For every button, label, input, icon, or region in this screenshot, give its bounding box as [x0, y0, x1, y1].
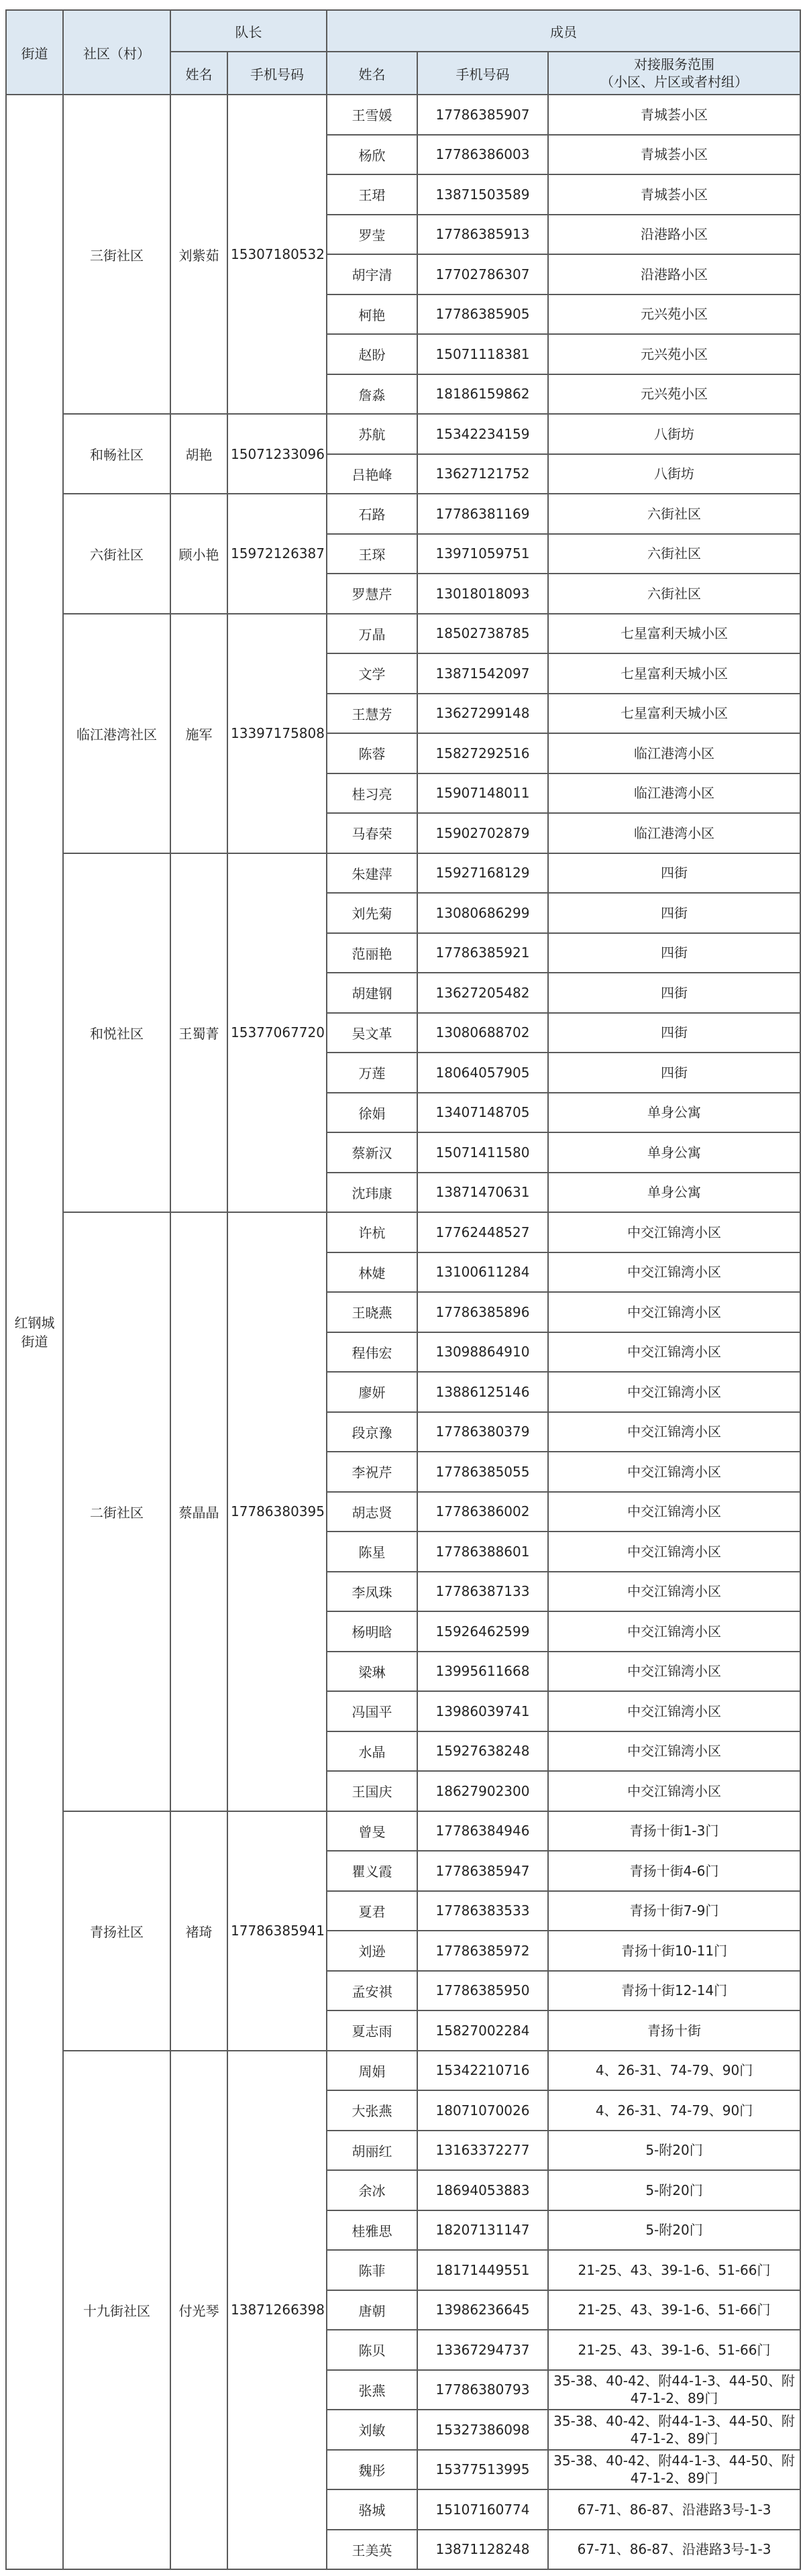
- table-row: [6, 414, 800, 454]
- member-name-cell: 曾旻: [327, 1811, 417, 1851]
- roster-body: [6, 95, 800, 2569]
- captain-phone-header: 手机号码: [227, 52, 327, 95]
- service-scope-cell: 八街坊: [548, 414, 800, 454]
- member-phone-cell: 17786385972: [417, 1931, 548, 1971]
- member-name-cell: 周娟: [327, 2051, 417, 2091]
- member-phone-cell: 18071070026: [417, 2090, 548, 2131]
- service-scope-cell: 六街社区: [548, 574, 800, 614]
- member-name-cell: 杨欣: [327, 135, 417, 175]
- member-phone-cell: 17786388601: [417, 1532, 548, 1572]
- member-name-cell: 夏志雨: [327, 2010, 417, 2051]
- member-name-cell: 魏彤: [327, 2450, 417, 2490]
- member-phone-cell: 17762448527: [417, 1212, 548, 1252]
- member-phone-cell: 17786386003: [417, 135, 548, 175]
- member-phone-cell: 18171449551: [417, 2250, 548, 2290]
- member-phone-cell: 13407148705: [417, 1093, 548, 1133]
- captain-phone-cell: 13871266398: [227, 2051, 327, 2570]
- member-name-cell: 胡丽红: [327, 2131, 417, 2171]
- member-name-cell: 瞿义霞: [327, 1851, 417, 1891]
- member-name-cell: 吕艳峰: [327, 454, 417, 494]
- service-scope-cell: 35-38、40-42、附44-1-3、44-50、附47-1-2、89门: [548, 2370, 800, 2410]
- service-scope-cell: 四街: [548, 893, 800, 933]
- member-phone-cell: 15071118381: [417, 334, 548, 374]
- member-phone-cell: 13080688702: [417, 1013, 548, 1053]
- member-phone-cell: 15927638248: [417, 1731, 548, 1772]
- member-phone-cell: 17786381169: [417, 494, 548, 534]
- member-name-cell: 罗莹: [327, 215, 417, 255]
- member-name-cell: 吴文革: [327, 1013, 417, 1053]
- member-phone-cell: 15927168129: [417, 853, 548, 894]
- member-name-cell: 詹淼: [327, 374, 417, 415]
- captain-group-header: 队长: [170, 10, 327, 52]
- member-phone-cell: 15342210716: [417, 2051, 548, 2091]
- member-phone-cell: 13871503589: [417, 174, 548, 215]
- service-scope-cell: 沿港路小区: [548, 215, 800, 255]
- table-row: [6, 95, 800, 135]
- service-scope-cell: 临江港湾小区: [548, 813, 800, 853]
- member-name-cell: 王国庆: [327, 1771, 417, 1811]
- service-scope-cell: 七星富利天城小区: [548, 694, 800, 734]
- service-scope-cell: 单身公寓: [548, 1132, 800, 1173]
- members-group-header: 成员: [327, 10, 800, 52]
- member-name-cell: 梁琳: [327, 1652, 417, 1692]
- member-phone-cell: 13986039741: [417, 1691, 548, 1731]
- service-scope-cell: 中交江锦湾小区: [548, 1292, 800, 1332]
- service-scope-cell: 中交江锦湾小区: [548, 1652, 800, 1692]
- service-scope-cell: 67-71、86-87、沿港路3号-1-3: [548, 2489, 800, 2530]
- service-scope-cell: 七星富利天城小区: [548, 653, 800, 694]
- member-phone-header: 手机号码: [417, 52, 548, 95]
- service-scope-cell: 中交江锦湾小区: [548, 1372, 800, 1412]
- member-name-cell: 范丽艳: [327, 933, 417, 973]
- member-name-cell: 大张燕: [327, 2090, 417, 2131]
- member-phone-cell: 15071411580: [417, 1132, 548, 1173]
- service-scope-cell: 七星富利天城小区: [548, 614, 800, 654]
- service-scope-cell: 中交江锦湾小区: [548, 1532, 800, 1572]
- member-name-cell: 王慧芳: [327, 694, 417, 734]
- captain-phone-cell: 15377067720: [227, 853, 327, 1213]
- service-scope-cell: 元兴苑小区: [548, 334, 800, 374]
- service-scope-cell: 中交江锦湾小区: [548, 1332, 800, 1373]
- member-phone-cell: 17786385905: [417, 294, 548, 335]
- service-scope-cell: 四街: [548, 933, 800, 973]
- service-scope-cell: 青城荟小区: [548, 95, 800, 135]
- table-row: [6, 494, 800, 534]
- service-scope-cell: 临江港湾小区: [548, 733, 800, 773]
- member-phone-cell: 17786380793: [417, 2370, 548, 2410]
- service-scope-cell: 中交江锦湾小区: [548, 1492, 800, 1532]
- member-phone-cell: 17786387133: [417, 1572, 548, 1612]
- service-scope-cell: 中交江锦湾小区: [548, 1212, 800, 1252]
- member-name-cell: 王美英: [327, 2530, 417, 2570]
- captain-name-cell: 刘紫茹: [170, 95, 227, 414]
- member-name-cell: 万莲: [327, 1053, 417, 1093]
- member-phone-cell: 17786385055: [417, 1452, 548, 1492]
- member-name-cell: 李祝芹: [327, 1452, 417, 1492]
- street-cell: 红钢城 街道: [6, 95, 63, 2569]
- service-scope-cell: 中交江锦湾小区: [548, 1731, 800, 1772]
- member-phone-cell: 13871470631: [417, 1173, 548, 1213]
- community-name-cell: 六街社区: [63, 494, 170, 614]
- member-name-cell: 陈蓉: [327, 733, 417, 773]
- community-name-cell: 三街社区: [63, 95, 170, 414]
- member-name-cell: 柯艳: [327, 294, 417, 335]
- service-scope-cell: 四街: [548, 1053, 800, 1093]
- member-name-cell: 文学: [327, 653, 417, 694]
- member-phone-cell: 13627121752: [417, 454, 548, 494]
- member-name-cell: 万晶: [327, 614, 417, 654]
- captain-name-cell: 付光琴: [170, 2051, 227, 2570]
- service-scope-cell: 4、26-31、74-79、90门: [548, 2090, 800, 2131]
- member-name-cell: 孟安祺: [327, 1971, 417, 2011]
- member-name-cell: 王琛: [327, 534, 417, 574]
- service-scope-cell: 四街: [548, 1013, 800, 1053]
- table-row: [6, 1212, 800, 1252]
- table-row: [6, 1811, 800, 1851]
- service-scope-cell: 4、26-31、74-79、90门: [548, 2051, 800, 2091]
- member-phone-cell: 15377513995: [417, 2450, 548, 2490]
- member-phone-cell: 13018018093: [417, 574, 548, 614]
- member-phone-cell: 13627205482: [417, 973, 548, 1013]
- member-phone-cell: 17786385913: [417, 215, 548, 255]
- community-name-cell: 临江港湾社区: [63, 614, 170, 853]
- member-name-cell: 李凤珠: [327, 1572, 417, 1612]
- member-name-cell: 骆城: [327, 2489, 417, 2530]
- service-scope-cell: 临江港湾小区: [548, 773, 800, 814]
- member-phone-cell: 18502738785: [417, 614, 548, 654]
- captain-name-cell: 褚琦: [170, 1811, 227, 2051]
- member-phone-cell: 17786380379: [417, 1412, 548, 1452]
- member-name-cell: 王珺: [327, 174, 417, 215]
- service-scope-cell: 六街社区: [548, 534, 800, 574]
- member-phone-cell: 15827292516: [417, 733, 548, 773]
- member-name-cell: 段京豫: [327, 1412, 417, 1452]
- service-scope-cell: 中交江锦湾小区: [548, 1252, 800, 1293]
- service-scope-cell: 中交江锦湾小区: [548, 1611, 800, 1652]
- member-phone-cell: 18186159862: [417, 374, 548, 415]
- member-phone-cell: 13871128248: [417, 2530, 548, 2570]
- member-name-cell: 徐娟: [327, 1093, 417, 1133]
- service-scope-cell: 5-附20门: [548, 2210, 800, 2251]
- service-scope-cell: 5-附20门: [548, 2131, 800, 2171]
- member-phone-cell: 18694053883: [417, 2170, 548, 2210]
- member-phone-cell: 13367294737: [417, 2330, 548, 2370]
- service-scope-cell: 青扬十街: [548, 2010, 800, 2051]
- captain-name-cell: 顾小艳: [170, 494, 227, 614]
- member-name-cell: 陈贝: [327, 2330, 417, 2370]
- member-phone-cell: 18207131147: [417, 2210, 548, 2251]
- member-phone-cell: 17786385947: [417, 1851, 548, 1891]
- table-row: [6, 853, 800, 894]
- service-scope-cell: 中交江锦湾小区: [548, 1572, 800, 1612]
- captain-phone-cell: 13397175808: [227, 614, 327, 853]
- service-scope-cell: 元兴苑小区: [548, 374, 800, 415]
- captain-name-cell: 蔡晶晶: [170, 1212, 227, 1811]
- member-name-cell: 朱建萍: [327, 853, 417, 894]
- member-phone-cell: 18064057905: [417, 1053, 548, 1093]
- service-scope-cell: 青扬十街1-3门: [548, 1811, 800, 1851]
- captain-name-cell: 王蜀菁: [170, 853, 227, 1213]
- member-name-cell: 刘先菊: [327, 893, 417, 933]
- member-name-header: 姓名: [327, 52, 417, 95]
- member-phone-cell: 13886125146: [417, 1372, 548, 1412]
- captain-name-cell: 胡艳: [170, 414, 227, 494]
- member-phone-cell: 13100611284: [417, 1252, 548, 1293]
- member-phone-cell: 13871542097: [417, 653, 548, 694]
- table-header: [6, 10, 800, 95]
- member-name-cell: 苏航: [327, 414, 417, 454]
- member-name-cell: 夏君: [327, 1891, 417, 1931]
- member-name-cell: 陈菲: [327, 2250, 417, 2290]
- service-scope-cell: 青扬十街4-6门: [548, 1851, 800, 1891]
- member-phone-cell: 17786384946: [417, 1811, 548, 1851]
- member-name-cell: 马春荣: [327, 813, 417, 853]
- captain-phone-cell: 15972126387: [227, 494, 327, 614]
- member-name-cell: 张燕: [327, 2370, 417, 2410]
- captain-phone-cell: 17786380395: [227, 1212, 327, 1811]
- service-scope-header: 对接服务范围 （小区、片区或者村组）: [548, 52, 800, 95]
- member-phone-cell: 17786386002: [417, 1492, 548, 1532]
- member-name-cell: 胡宇清: [327, 254, 417, 294]
- member-phone-cell: 13986236645: [417, 2290, 548, 2330]
- service-scope-cell: 青扬十街12-14门: [548, 1971, 800, 2011]
- table-row: [6, 614, 800, 654]
- service-scope-cell: 沿港路小区: [548, 254, 800, 294]
- service-scope-cell: 元兴苑小区: [548, 294, 800, 335]
- member-name-cell: 王晓燕: [327, 1292, 417, 1332]
- member-name-cell: 廖妍: [327, 1372, 417, 1412]
- community-name-cell: 二街社区: [63, 1212, 170, 1811]
- member-name-cell: 胡志贤: [327, 1492, 417, 1532]
- roster-table: [5, 9, 801, 2570]
- service-scope-cell: 中交江锦湾小区: [548, 1691, 800, 1731]
- service-scope-cell: 六街社区: [548, 494, 800, 534]
- captain-name-header: 姓名: [170, 52, 227, 95]
- member-phone-cell: 15327386098: [417, 2410, 548, 2450]
- member-name-cell: 桂习亮: [327, 773, 417, 814]
- member-name-cell: 桂雅思: [327, 2210, 417, 2251]
- member-phone-cell: 13627299148: [417, 694, 548, 734]
- service-scope-cell: 单身公寓: [548, 1093, 800, 1133]
- service-scope-cell: 21-25、43、39-1-6、51-66门: [548, 2330, 800, 2370]
- member-name-cell: 冯国平: [327, 1691, 417, 1731]
- table-row: [6, 2051, 800, 2091]
- member-name-cell: 林婕: [327, 1252, 417, 1293]
- member-phone-cell: 13995611668: [417, 1652, 548, 1692]
- member-name-cell: 刘敏: [327, 2410, 417, 2450]
- member-name-cell: 程伟宏: [327, 1332, 417, 1373]
- member-phone-cell: 13971059751: [417, 534, 548, 574]
- captain-phone-cell: 15071233096: [227, 414, 327, 494]
- member-name-cell: 赵盼: [327, 334, 417, 374]
- member-name-cell: 刘逊: [327, 1931, 417, 1971]
- member-name-cell: 沈玮康: [327, 1173, 417, 1213]
- community-name-cell: 和悦社区: [63, 853, 170, 1213]
- member-name-cell: 胡建钢: [327, 973, 417, 1013]
- member-phone-cell: 15902702879: [417, 813, 548, 853]
- service-scope-cell: 青城荟小区: [548, 135, 800, 175]
- member-name-cell: 蔡新汉: [327, 1132, 417, 1173]
- community-name-cell: 十九街社区: [63, 2051, 170, 2570]
- member-name-cell: 杨明晗: [327, 1611, 417, 1652]
- member-phone-cell: 13163372277: [417, 2131, 548, 2171]
- member-name-cell: 许杭: [327, 1212, 417, 1252]
- service-scope-cell: 青扬十街7-9门: [548, 1891, 800, 1931]
- captain-phone-cell: 15307180532: [227, 95, 327, 414]
- service-scope-cell: 中交江锦湾小区: [548, 1452, 800, 1492]
- member-name-cell: 唐朝: [327, 2290, 417, 2330]
- service-scope-cell: 35-38、40-42、附44-1-3、44-50、附47-1-2、89门: [548, 2410, 800, 2450]
- member-name-cell: 水晶: [327, 1731, 417, 1772]
- member-name-cell: 王雪媛: [327, 95, 417, 135]
- member-phone-cell: 15926462599: [417, 1611, 548, 1652]
- member-phone-cell: 18627902300: [417, 1771, 548, 1811]
- service-scope-cell: 中交江锦湾小区: [548, 1412, 800, 1452]
- service-scope-cell: 四街: [548, 973, 800, 1013]
- member-phone-cell: 15827002284: [417, 2010, 548, 2051]
- service-scope-cell: 青扬十街10-11门: [548, 1931, 800, 1971]
- service-scope-cell: 单身公寓: [548, 1173, 800, 1213]
- member-phone-cell: 15107160774: [417, 2489, 548, 2530]
- service-scope-cell: 5-附20门: [548, 2170, 800, 2210]
- community-name-cell: 青扬社区: [63, 1811, 170, 2051]
- community-name-cell: 和畅社区: [63, 414, 170, 494]
- service-scope-cell: 四街: [548, 853, 800, 894]
- service-scope-cell: 中交江锦湾小区: [548, 1771, 800, 1811]
- service-scope-cell: 八街坊: [548, 454, 800, 494]
- member-phone-cell: 17786385921: [417, 933, 548, 973]
- member-phone-cell: 15342234159: [417, 414, 548, 454]
- member-name-cell: 余冰: [327, 2170, 417, 2210]
- member-phone-cell: 17786383533: [417, 1891, 548, 1931]
- member-name-cell: 石路: [327, 494, 417, 534]
- member-name-cell: 陈星: [327, 1532, 417, 1572]
- captain-phone-cell: 17786385941: [227, 1811, 327, 2051]
- service-scope-cell: 21-25、43、39-1-6、51-66门: [548, 2250, 800, 2290]
- member-phone-cell: 17786385907: [417, 95, 548, 135]
- service-scope-cell: 青城荟小区: [548, 174, 800, 215]
- member-phone-cell: 13080686299: [417, 893, 548, 933]
- service-scope-cell: 67-71、86-87、沿港路3号-1-3: [548, 2530, 800, 2570]
- member-name-cell: 罗慧芹: [327, 574, 417, 614]
- member-phone-cell: 17702786307: [417, 254, 548, 294]
- member-phone-cell: 15907148011: [417, 773, 548, 814]
- member-phone-cell: 17786385950: [417, 1971, 548, 2011]
- member-phone-cell: 13098864910: [417, 1332, 548, 1373]
- member-phone-cell: 17786385896: [417, 1292, 548, 1332]
- street-column-header: 街道: [6, 10, 63, 95]
- captain-name-cell: 施军: [170, 614, 227, 853]
- service-scope-cell: 21-25、43、39-1-6、51-66门: [548, 2290, 800, 2330]
- community-column-header: 社区（村）: [63, 10, 170, 95]
- service-scope-cell: 35-38、40-42、附44-1-3、44-50、附47-1-2、89门: [548, 2450, 800, 2490]
